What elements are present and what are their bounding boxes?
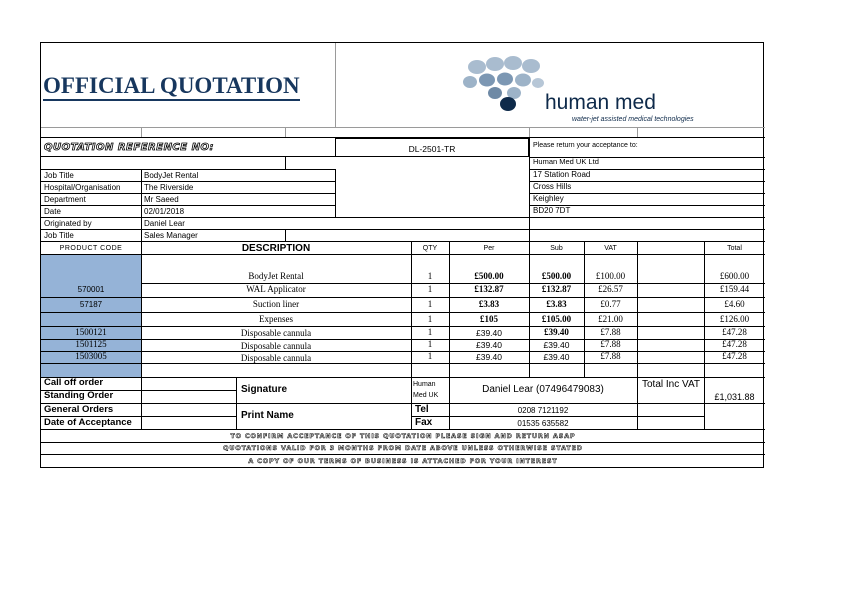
row-vat: £7.88 [600,351,621,361]
field-value-job-title: BodyJet Rental [144,171,199,180]
col-header-qty: QTY [422,245,438,252]
row-total: £47.28 [722,339,747,349]
quotation-sheet [40,42,764,468]
row-description: Disposable cannula [240,328,312,338]
total-inc-vat-value: £1,031.88 [714,392,755,402]
col-header-sub: Sub [550,245,563,252]
row-code: 1503005 [75,351,107,361]
return-line: 17 Station Road [533,170,591,179]
row-qty: 1 [427,339,433,349]
return-to-label: Please return your acceptance to: [533,142,638,149]
col-header-description: DESCRIPTION [241,243,311,254]
row-qty: 1 [427,351,433,361]
row-per: £132.87 [474,284,504,294]
row-sub: £132.87 [541,284,572,294]
return-line: Keighley [533,194,564,203]
row-vat: £26.57 [598,284,623,294]
row-vat: £7.88 [600,327,621,337]
row-code: 570001 [77,285,105,294]
field-label-date: Date [44,207,61,216]
row-sub: £39.40 [543,352,570,362]
row-per: £500.00 [474,271,504,281]
row-total: £600.00 [719,271,750,281]
col-header-code: PRODUCT CODE [59,245,123,252]
col-header-per: Per [483,245,495,252]
quotation-ref-label: QUOTATION REFERENCE NO: [44,142,214,153]
row-sub: £500.00 [541,271,572,281]
field-value-hospital: The Riverside [144,183,194,192]
row-per: £105 [480,314,498,324]
row-vat: £7.88 [600,339,621,349]
print-name-label: Print Name [241,410,294,421]
row-qty: 1 [427,284,433,294]
quotation-ref-value: DL-2501-TR [408,144,456,154]
row-total: £4.60 [724,299,745,309]
row-per: £39.40 [476,328,502,338]
field-value-date: 02/01/2018 [144,207,185,216]
row-total: £47.28 [722,327,747,337]
total-inc-vat-label: Total Inc VAT [642,379,700,390]
return-line: BD20 7DT [533,206,571,215]
row-code: 57187 [79,300,103,309]
field-value-originated-by: Daniel Lear [144,219,185,228]
row-description: WAL Applicator [246,284,306,294]
order-type-date-of-acceptance: Date of Acceptance [44,417,132,428]
tel-label: Tel [415,404,429,415]
signature-label: Signature [241,384,288,395]
field-value-job-title-2: Sales Manager [144,231,198,240]
field-label-originated-by: Originated by [44,219,92,228]
row-description: Disposable cannula [240,353,312,363]
fax-value: 01535 635582 [517,419,569,428]
row-per: £39.40 [476,352,502,362]
row-description: Expenses [259,314,293,324]
page-title: OFFICIAL QUOTATION [43,73,300,101]
row-code: 1501125 [75,339,107,349]
company-label: Human Med UK [413,381,439,399]
return-line: Human Med UK Ltd [533,157,599,166]
field-label-department: Department [44,195,86,204]
row-vat: £21.00 [598,314,623,324]
row-qty: 1 [427,314,433,324]
row-per: £39.40 [476,340,502,350]
row-description: Suction liner [252,299,300,309]
footer-note: TO CONFIRM ACCEPTANCE OF THIS QUOTATION PLEASE SIGN AND RETURN ASAP [230,433,576,440]
field-value-department: Mr Saeed [144,195,179,204]
row-qty: 1 [427,327,433,337]
field-label-hospital: Hospital/Organisation [44,183,121,192]
row-total: £47.28 [722,351,747,361]
row-sub: £105.00 [541,314,572,324]
row-sub: £39.40 [544,327,569,337]
logo-name: human med [545,91,656,114]
human-med-logo-icon [461,55,551,113]
row-total: £126.00 [719,314,750,324]
row-description: BodyJet Rental [248,271,304,281]
footer-note: A COPY OF OUR TERMS OF BUSINESS IS ATTACHED FOR YOUR INTEREST [248,458,558,465]
row-total: £159.44 [719,284,750,294]
row-sub: £3.83 [546,299,567,309]
row-vat: £0.77 [600,299,621,309]
row-qty: 1 [427,299,433,309]
field-label-job-title: Job Title [44,171,74,180]
return-line: Cross Hills [533,182,572,191]
row-qty: 1 [427,271,433,281]
row-per: £3.83 [478,299,500,309]
tel-value: 0208 7121192 [517,406,569,415]
logo-tagline: water-jet assisted medical technologies [572,116,694,123]
fax-label: Fax [415,417,433,428]
col-header-total: Total [727,245,742,252]
contact-name: Daniel Lear (07496479083) [482,384,604,395]
footer-note: QUOTATIONS VALID FOR 3 MONTHS FROM DATE ABOVE UNLESS OTHERWISE STATED [223,445,583,452]
order-type-standing: Standing Order [44,390,114,401]
row-description: Disposable cannula [240,341,312,351]
order-type-call-off: Call off order [44,377,104,388]
order-type-general: General Orders [44,404,114,415]
field-label-job-title-2: Job Title [44,231,74,240]
col-header-vat: VAT [604,245,617,252]
row-vat: £100.00 [595,271,626,281]
row-code: 1500121 [75,327,107,337]
row-sub: £39.40 [543,340,570,350]
